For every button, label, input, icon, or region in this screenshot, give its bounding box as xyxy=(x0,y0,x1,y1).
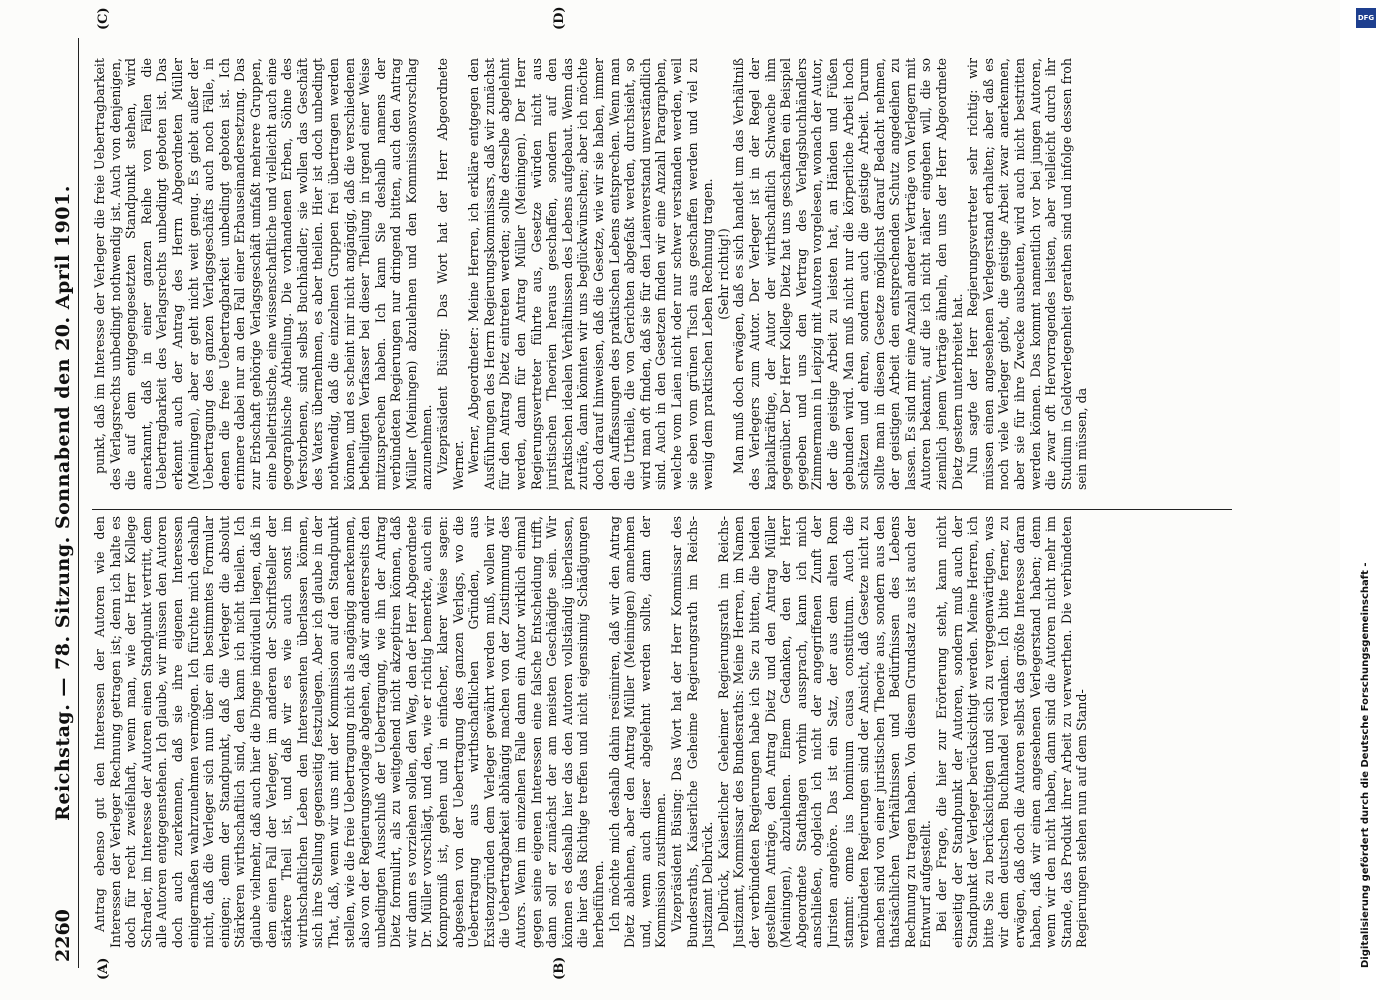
paragraph: Antrag ebenso gut den Interessen der Autoren wie den Interessen der Verleger Rechnung getragen ist; denn ich halte es doch für recht zweifelhaft, wenn man, wie der Herr Kollege Schrader, im Interesse der Autoren einen Standpunkt vertritt, dem alle Autoren entgegenstehen. Ich glaube, wir müssen den Autoren doch auch zuerkennen, daß sie ihre eigenen Interessen einigermaßen wahrzunehmen vermögen. Ich fürchte mich deshalb nicht, daß die Verleger sich nun über ein bestimmtes Formular einigen; denn der Standpunkt, daß die Verleger die absolut Stärkeren wirthschaftlich sind, den kann ich nicht theilen. Ich glaube vielmehr, daß auch hier die Dinge individuell liegen, daß in dem einen Fall der Verleger, im anderen der Schriftsteller der stärkere Theil ist, und daß wir es wie auch sonst im wirthschaftlichen Leben den Interessenten überlassen können, sich ihre Stellung gegenseitig festzulegen. Aber ich glaube in der That, daß, wenn wir uns mit der Kommission auf den Standpunkt stellen, wie die freie Uebertragung nicht als angängig anerkennen, also von der Regierungsvorlage abgehen, daß wir andererseits den unbedingten Ausschluß der Uebertragung, wie ihn der Antrag Dietz formulirt, als zu weitgehend nicht akzeptiren können, daß wir dann es vorziehen sollen, den Weg, den der Herr Abgeordnete Dr. Müller vorschlägt, und den, wie er richtig bemerkte, auch ein Kompromiß ist, gehen und in einfacher, klarer Weise sagen: abgesehen von der Uebertragung des ganzen Verlags, wo die Uebertragung aus wirthschaftlichen Gründen, aus Existenzgründen dem Verleger gewährt werden muß, wollen wir die Uebertragbarkeit abhängig machen von der Zustimmung des Autors. Wenn im einzelnen Falle dann ein Autor wirklich einmal gegen seine eigenen Interessen eine falsche Entscheidung trifft, dann soll er zunächst der am meisten Geschädigte sein. Wir können es deshalb hier das den Autoren vollständig überlassen, die hier das Richtige treffen und nicht eigensinnig Schädigungen herbeiführen. xyxy=(92,516,606,948)
margin-mark-d: (D) xyxy=(552,6,567,30)
digitization-credit xyxy=(1352,8,1382,993)
paragraph: Bei der Frage, die hier zur Erörterung steht, kann nicht einseitig der Standpunkt der Autoren, sondern muß auch der Standpunkt der Verleger berücksichtigt werden. Meine Herren, ich bitte Sie zu berücksichtigen und sich zu vergegenwärtigen, was wir dem deutschen Buchhandel verdanken. Ich bitte ferner, zu erwägen, daß doch die Autoren selbst das größte Interesse daran haben, daß wir einen angesehenen Verlegerstand haben; denn wenn wir den nicht haben, dann sind die Autoren nicht mehr im Stande, das Produkt ihrer Arbeit zu verwerthen. Die verbündeten Regierungen stehen nun auf dem Stand- xyxy=(934,516,1090,948)
paragraph: Nun sagte der Herr Regierungsvertreter sehr richtig: wir müssen einen angesehenen Verlegerstand erhalten; aber daß es noch viele Verleger giebt, die geistige Arbeit zwar anerkennen, aber sie für ihre Zwecke ausbeuten, wird auch nicht bestritten werden können. Das kommt namentlich vor bei jungen Autoren, die zwar oft Hervorragendes leisten, aber vielleicht durch ihr Studium in Geldverlegenheit gerathen sind und infolge dessen froh sein müssen, da xyxy=(965,58,1090,490)
right-column xyxy=(92,58,1232,490)
paragraph: Vizepräsident Büsing: Das Wort hat der Herr Abgeordnete Werner. xyxy=(435,58,466,490)
paragraph: Werner, Abgeordneter: Meine Herren, ich erkläre entgegen den Ausführungen des Herrn Regierungskommissars, daß wir zunächst für den Antrag Dietz eintreten werden; sollte derselbe abgelehnt werden, dann für den Antrag Müller (Meiningen). Der Herr Regierungsvertreter führte aus, Gesetze würden nicht aus juristischen Theorien heraus geschaffen, sondern auf den praktischen idealen Verhältnissen des Lebens aufgebaut. Wenn das zuträfe, dann könnten wir uns beglückwünschen; aber ich möchte doch darauf hinweisen, daß die Gesetze, wie wir sie haben, immer den Auffassungen des praktischen Lebens entsprechen. Wenn man die Urtheile, die von Gerichten abgefaßt werden, durchsieht, so wird man oft finden, daß sie für den Laienverstand unverständlich sind. Auch in den Gesetzen finden wir eine Anzahl Paragraphen, welche vom Laien nicht oder nur schwer verstanden werden, weil sie eben vom grünen Tisch aus geschaffen werden und viel zu wenig dem praktischen Leben Rechnung tragen. xyxy=(466,58,716,490)
dfg-logo: DFG xyxy=(1356,8,1376,28)
credit-text: Digitalisierung gefördert durch die Deutsche Forschungsgemeinschaft - xyxy=(1360,562,1371,968)
margin-mark-a: (A) xyxy=(96,957,111,980)
header-title: Reichstag. — 78. Sitzung. Sonnabend den 20. April 1901. xyxy=(52,185,74,821)
margin-mark-b: (B) xyxy=(552,956,567,980)
paragraph: Man muß doch erwägen, daß es sich handelt um das Verhältniß des Verlegers zum Autor. Der Verleger ist in der Regel der kapitalkräftige, der Autor der wirthschaftlich Schwache ihm gegenüber. Der Herr Kollege Dietz hat uns geschaffen ein Beispiel gegeben und uns den Vertrag des Verlagsbuchhändlers Zimmermann in Leipzig mit Autoren vorgelesen, wonach der Autor, der die geistige Arbeit zu leisten hat, an Händen und Füßen gebunden wird. Man muß nicht nur die körperliche Arbeit hoch schätzen und ehren, sondern auch die geistige Arbeit. Darum sollte man in diesem Gesetze möglichst darauf Bedacht nehmen, der geistigen Arbeit den entsprechenden Schutz angedeihen zu lassen. Es sind mir eine Anzahl anderer Verträge von Verlegern mit Autoren bekannt, auf die ich nicht näher eingehen will, die so ziemlich jenem Verträge ähneln, den uns der Herr Abgeordnete Dietz gestern unterbreitet hat. xyxy=(731,58,965,490)
paragraph: punkt, daß im Interesse der Verleger die freie Uebertragbarkeit des Verlagsrechts unbedingt nothwendig ist. Auch von denjenigen, die auf dem entgegengesetzten Standpunkt stehen, wird anerkannt, daß in einer ganzen Reihe von Fällen die Uebertragbarkeit des Verlagsrechts unbedingt geboten ist. Das erkennt auch der Antrag des Herrn Abgeordneten Müller (Meiningen), aber er geht nicht weit genug. Es giebt außer der Uebertragung des ganzen Verlagsgeschäfts auch noch Fälle, in denen die freie Uebertragbarkeit unbedingt geboten ist. Ich erinnere dabei nur an den Fall einer Erbauseinandersetzung. Das zur Erbschaft gehörige Verlagsgeschäft umfaßt mehrere Gruppen, eine belletristische, eine wissenschaftliche und vielleicht auch eine geographische Abtheilung. Die vorhandenen Erben, Söhne des Verstorbenen, sind selbst Buchhändler; sie wollen das Geschäft des Vaters übernehmen, es aber theilen. Hier ist doch unbedingt nothwendig, daß die einzelnen Gruppen frei übertragen werden können, und es scheint mir nicht angängig, daß die verschiedenen betheiligten Verfasser bei dieser Theilung in irgend einer Weise mitzusprechen haben. Ich kann Sie deshalb namens der verbündeten Regierungen nur dringend bitten, auch den Antrag Müller (Meiningen) abzulehnen und den Kommissionsvorschlag anzunehmen. xyxy=(92,58,435,490)
paragraph: Ich möchte mich deshalb dahin resümiren, daß wir den Antrag Dietz ablehnen, aber den Antrag Müller (Meiningen) annehmen und, wenn auch dieser abgelehnt werden sollte, dann der Kommission zustimmen. xyxy=(606,516,669,948)
page-number: 2260 xyxy=(52,909,74,962)
paragraph: Delbrück, Kaiserlicher Geheimer Regierungsrath im Reichs-Justizamt, Kommissar des Bundesraths: Meine Herren, im Namen der verbündeten Regierungen habe ich Sie zu bitten, die beiden gestellten Anträge, den Antrag Dietz und den Antrag Müller (Meiningen), abzulehnen. Einem Gedanken, den der Herr Abgeordnete Stadthagen vorhin aussprach, kann ich mich anschließen, obgleich ich nicht der angegriffenen Zunft der Juristen angehöre. Das ist ein Satz, der aus dem alten Rom stammt: omne ius hominum causa constitutum. Auch die verbündeten Regierungen sind der Ansicht, daß Gesetze nicht zu machen sind von einer juristischen Theorie aus, sondern aus den thatsächlichen Verhältnissen und Bedürfnissen des Lebens Rechnung zu tragen haben. Von diesem Grundsatz aus ist auch der Entwurf aufgestellt. xyxy=(715,516,934,948)
paragraph: Vizepräsident Büsing: Das Wort hat der Herr Kommissar des Bundesraths, Kaiserliche Geheime Regierungsrath im Reichs-Justizamt Delbrück. xyxy=(668,516,716,948)
column-divider xyxy=(92,509,1232,510)
left-column xyxy=(92,516,1232,948)
margin-mark-c: (C) xyxy=(96,7,111,30)
interjection: (Sehr richtig!) xyxy=(715,228,731,320)
page-header xyxy=(48,38,79,968)
